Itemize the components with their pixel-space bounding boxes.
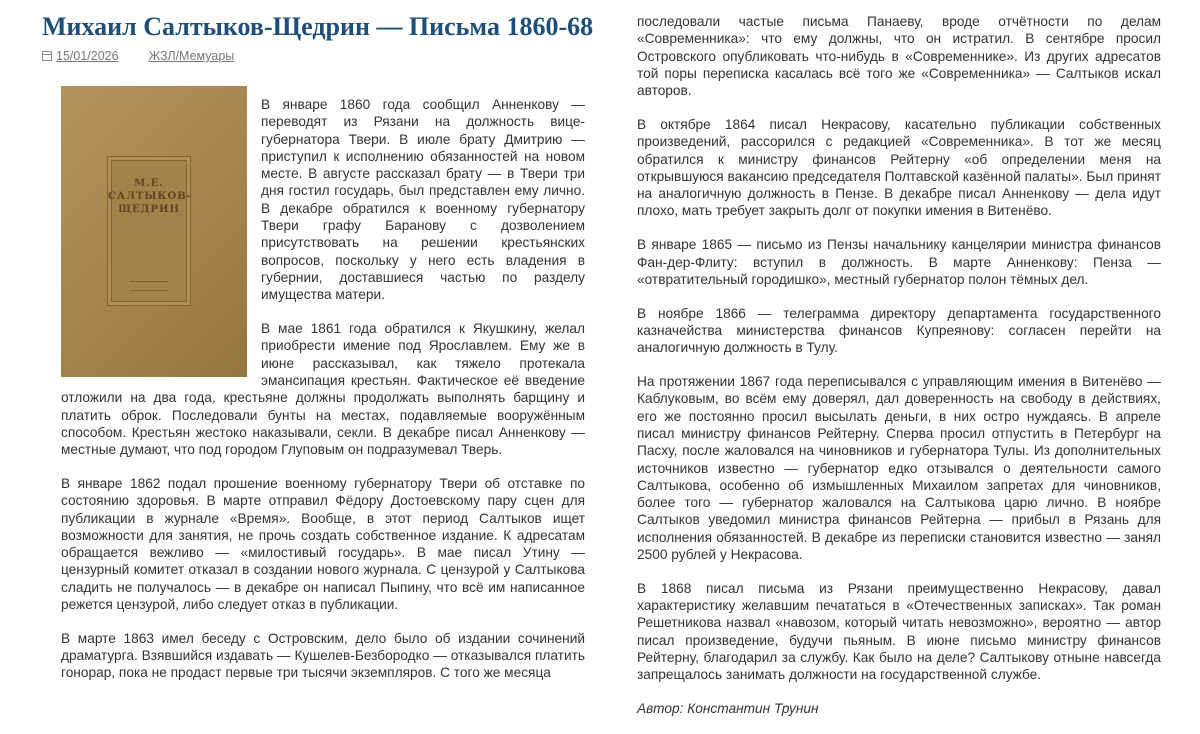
cover-ornament (130, 281, 168, 291)
paragraph-1863: В марте 1863 имел беседу с Островским, дело было об издании сочинений драматурга. Взявшийся издавать — Кушелев-Безбородко — отказывался платить гонорар, пока не продаст первые три тысячи экземпляров. С того же месяца (61, 630, 585, 681)
category-link[interactable]: ЖЗЛ/Мемуары (148, 49, 235, 63)
cover-title-panel (107, 156, 191, 306)
cover-author-text: М.Е. САЛТЫКОВ- ЩЕДРИН (108, 178, 192, 215)
paragraph-1861: В мае 1861 года обратился к Якушкину, желал приобрести имение под Ярославлем. Ему же в июне рассказывал, как тяжело протекала эмансипация крестьян. Фактическое её введение отложили на два года, крестьяне должны продолжать выполнять барщину и платить оброк. Последовали бунты на местах, подавляемые вооружённым способом. Крестьян жестоко наказывали, секли. В декабре писал Анненкову — местные думают, что под городом Глуповым он подразумевал Тверь. (61, 321, 585, 458)
post-date-link[interactable]: 15/01/2026 (56, 49, 119, 63)
paragraph-1862: В январе 1862 подал прошение военному губернатору Твери об отставке по состоянию здоровья. В марте отправил Фёдору Достоевскому пару сцен для публикации в журнале «Время». Вообще, в этот период Салтыков ищет возможности для занятия, не прочь создать собственное издание. К адресатам обращается вежливо — «милостивый государь». В мае писал Утину — цензурный комитет отказал в создании нового журнала. С цензурой у Салтыкова сладить не получалось — в декабре он написал Пыпину, что всё им написанное режется цензурой, либо следует отказ в публикации. (61, 475, 585, 613)
article-meta (42, 49, 234, 63)
paragraph-1863-cont: последовали частые письма Панаеву, вроде отчётности по делам «Современника»: что ему должны, что он истратил. В сентябре просил Островского опубликовать что-нибудь в «Современнике». Из других адресатов той поры переписка касалась всё того же «Современника» — Салтыков искал авторов. (637, 14, 1161, 99)
calendar-icon (42, 51, 52, 61)
paragraph-1864: В октябре 1864 писал Некрасову, касательно публикации собственных произведений, рассорился с редакцией «Современника». В тот же месяц обратился к министру финансов Рейтерну «об определении меня на открывшуюся вакансию председателя Полтавской казённой палаты». Был принят на аналогичную должность в Пензе. В декабре писал Анненкову — дела идут плохо, мать требует закрыть долг от покупки имения в Витенёво. (637, 116, 1161, 219)
paragraph-1866: В ноябре 1866 — телеграмма директору департамента государственного казначейства министерства финансов Купреянову: согласен перейти на аналогичную должность в Тулу. (637, 305, 1161, 356)
article-body-left (61, 96, 585, 698)
paragraph-1860: В январе 1860 года сообщил Анненкову — переводят из Рязани на должность вице-губернатора Твери. В июле брату Дмитрию — приступил к исполнению обязанностей на новом месте. В августе рассказал брату — в Твери три дня гостил государь, был представлен ему лично. В декабре обратился к военному губернатору Твери графу Баранову с дозволением присутствовать на решении крестьянских вопросов, поскольку у него есть владения в губернии, доставшиеся частью по разделу имущества матери. (261, 97, 585, 303)
article-title: Михаил Салтыков-Щедрин — Письма 1860-68 (42, 12, 594, 41)
paragraph-1865: В январе 1865 — письмо из Пензы начальнику канцелярии министра финансов Фан-дер-Флиту: вступил в должность. В марте Анненкову: Пенза — «отвратительный городишко», местный губернатор полон тёмных дел. (637, 237, 1161, 287)
book-cover-image (61, 86, 247, 377)
paragraph-1868: В 1868 писал письма из Рязани преимущественно Некрасову, давал характеристику желавшим печататься в «Отечественных записках». Так роман Решетникова назвал «навозом, который читать невозможно», вероятно — автор писал произведение, будучи пьяным. В июне письмо министру финансов Рейтерну, благодарил за службу. Как было на деле? Салтыкову отныне навсегда запрещалось занимать должности на государственной службе. (637, 580, 1161, 683)
article-body-right (637, 13, 1161, 734)
author-signature: Автор: Константин Трунин (637, 701, 819, 717)
paragraph-1867: На протяжении 1867 года переписывался с управляющим имения в Витенёво — Каблуковым, во всём ему доверял, дал доверенность на свободу в действиях, его же постоянно просил высылать деньги, в них остро нуждаясь. В апреле писал министру финансов Рейтерну. Сперва просил отпустить в Петербург на Пасху, после жаловался на чиновников и губернатора Тулы. Из дополнительных источников известно — губернатор едко отзывался о деятельности самого Салтыкова, особенно об измышленных Михаилом запретах для чиновников, более того — губернатор жаловался на Салтыкова царю лично. В ноябре Салтыков уведомил министра финансов Рейтерна — прибыл в Рязань для исполнения обязанностей. В декабре из переписки становится известно — занял 2500 рублей у Некрасова. (637, 374, 1161, 563)
